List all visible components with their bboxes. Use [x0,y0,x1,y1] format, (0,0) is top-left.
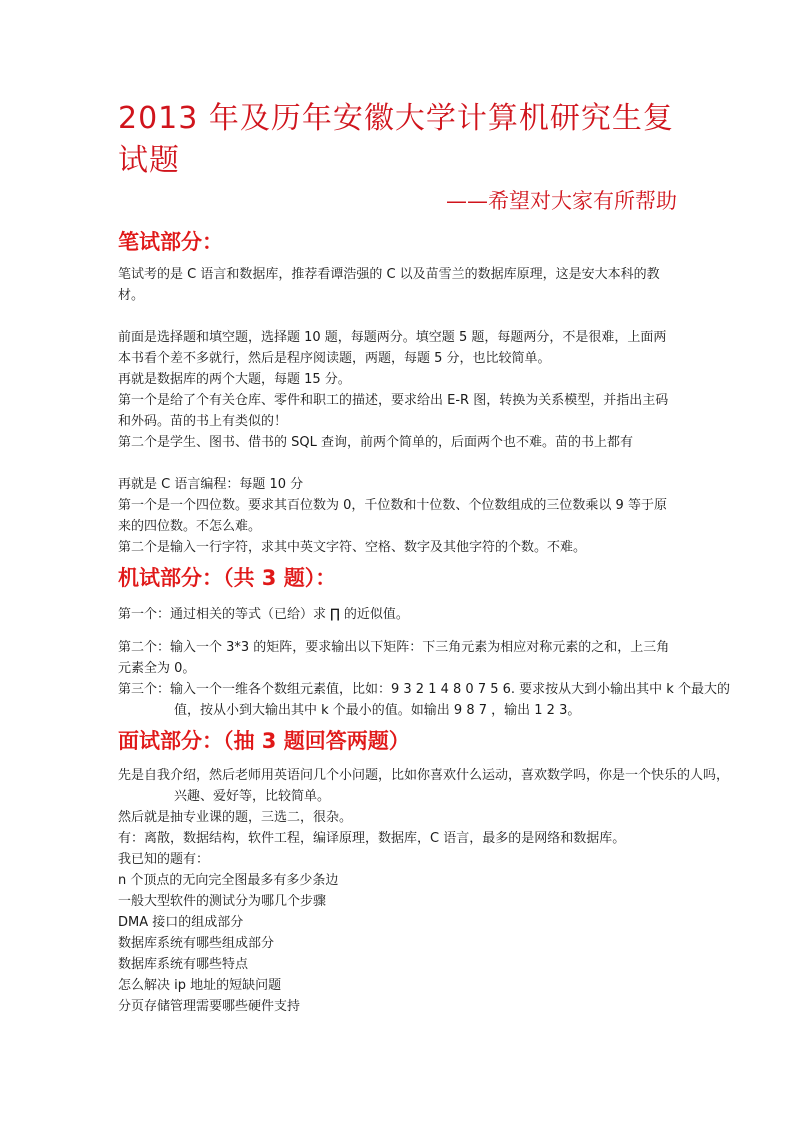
list-item: 怎么解决 ip 地址的短缺问题 [118,978,282,993]
paragraph: 第二个是学生、图书、借书的 SQL 查询，前两个简单的，后面两个也不难。苗的书上都有 [118,435,633,450]
q1-prefix: 第一个：通过相关的等式（已给）求 [118,607,327,622]
section-heading-written: 笔试部分： [118,230,223,254]
paragraph: 第一个是给了个有关仓库、零件和职工的描述，要求给出 E-R 图，转换为关系模型，并指出主码和外码。苗的书上有类似的！ [118,393,669,429]
document-title: 2013 年及历年安徽大学计算机研究生复试题 [118,101,674,178]
machine-question-3: 第三个：输入一个一维各个数组元素值，比如：9 3 2 1 4 8 0 7 5 6. 要求按从大到小输出其中 k 个最大的值，按从小到大输出其中 k 个最小的值。如输出 9 8 7 ，输出 1 2 3。 [118,682,730,718]
list-item: 一般大型软件的测试分为哪几个步骤 [118,894,327,909]
paragraph: 先是自我介绍，然后老师用英语问几个小问题，比如你喜欢什么运动，喜欢数学吗，你是一个快乐的人吗，兴趣、爱好等，比较简单。 [118,768,730,804]
paragraph: 笔试考的是 C 语言和数据库，推荐看谭浩强的 C 以及苗雪兰的数据库原理，这是安大本科的教材。 [118,267,660,303]
paragraph: 第二个是输入一行字符，求其中英文字符、空格、数字及其他字符的个数。不难。 [118,540,587,555]
paragraph: 再就是数据库的两个大题，每题 15 分。 [118,372,351,387]
list-item: DMA 接口的组成部分 [118,915,244,930]
list-item: 数据库系统有哪些特点 [118,957,249,972]
paragraph: 我已知的题有： [118,852,210,867]
paragraph: 再就是 C 语言编程：每题 10 分 [118,477,304,492]
section-heading-interview: 面试部分：（抽 3 题回答两题） [118,729,410,753]
paragraph: 第一个是一个四位数。要求其百位数为 0，千位数和十位数、个位数组成的三位数乘以 9 等于原来的四位数。不怎么难。 [118,498,667,534]
paragraph: 有：离散，数据结构，软件工程，编译原理，数据库，C 语言，最多的是网络和数据库。 [118,831,626,846]
section-heading-machine: 机试部分：（共 3 题）： [118,566,337,590]
paragraph: 前面是选择题和填空题，选择题 10 题，每题两分。填空题 5 题，每题两分，不是很难，上面两本书看个差不多就行，然后是程序阅读题，两题，每题 5 分，也比较简单。 [118,330,667,366]
q1-suffix: 的近似值。 [343,607,409,622]
list-item: 数据库系统有哪些组成部分 [118,936,275,951]
document-subtitle: ——希望对大家有所帮助 [446,189,677,213]
machine-question-2: 第二个：输入一个 3*3 的矩阵，要求输出以下矩阵：下三角元素为相应对称元素的之和，上三角元素全为 0。 [118,640,670,676]
paragraph: 然后就是抽专业课的题，三选二，很杂。 [118,810,353,825]
machine-question-1 [118,604,678,625]
pi-symbol-icon: ∏ [330,607,340,622]
list-item: 分页存储管理需要哪些硬件支持 [118,999,301,1014]
list-item: n 个顶点的无向完全图最多有多少条边 [118,873,339,888]
